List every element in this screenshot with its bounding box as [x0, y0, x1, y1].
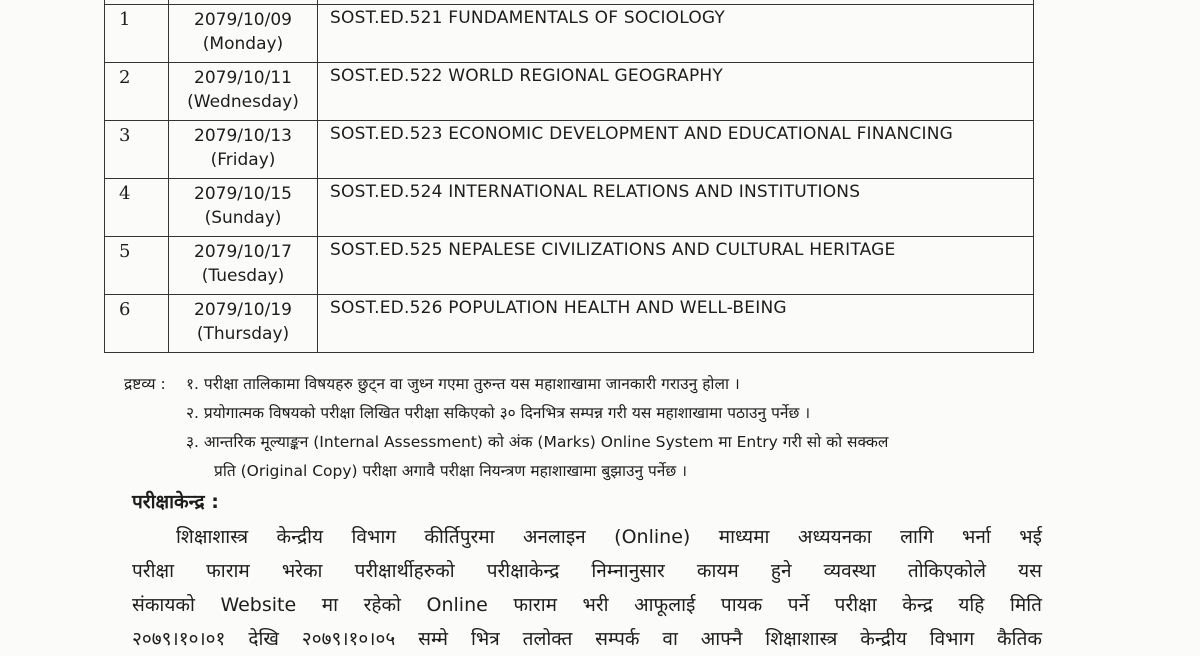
row-date	[169, 179, 318, 237]
row-subject: SOST.ED.525 NEPALESE CIVILIZATIONS AND CULTURAL HERITAGE	[318, 237, 1034, 295]
row-sn: 1	[105, 5, 169, 63]
row-date-value: 2079/10/09	[194, 10, 292, 30]
table-row	[105, 63, 1034, 121]
row-day: (Tuesday)	[201, 266, 285, 286]
note-3: ३. आन्तरिक मूल्याङ्कन (Internal Assessment) को अंक (Marks) Online System मा Entry गरी सो को सक्कल	[186, 433, 889, 451]
row-day: (Friday)	[210, 150, 276, 170]
row-sn: 6	[105, 295, 169, 353]
row-subject: SOST.ED.523 ECONOMIC DEVELOPMENT AND EDUCATIONAL FINANCING	[318, 121, 1034, 179]
row-subject: SOST.ED.526 POPULATION HEALTH AND WELL-BEING	[318, 295, 1034, 353]
row-date	[169, 121, 318, 179]
row-date	[169, 295, 318, 353]
paragraph-line: २०७९।१०।०१ देखि २०७९।१०।०५ सम्मे भित्र तलोक्त सम्पर्क वा आफ्नै शिक्षाशास्त्र केन्द्रीय विभाग कैतिक	[132, 628, 1042, 650]
row-day: (Wednesday)	[187, 92, 299, 112]
table-row	[105, 5, 1034, 63]
row-subject: SOST.ED.521 FUNDAMENTALS OF SOCIOLOGY	[318, 5, 1034, 63]
row-date-value: 2079/10/15	[194, 184, 292, 204]
note-2: २. प्रयोगात्मक विषयको परीक्षा लिखित परीक्षा सकिएको ३० दिनभित्र सम्पन्न गरी यस महाशाखामा पठाउनु पर्नेछ ।	[186, 404, 811, 422]
paragraph-line: शिक्षाशास्त्र केन्द्रीय विभाग कीर्तिपुरमा अनलाइन (Online) माध्यमा अध्ययनका लागि भर्ना भई	[176, 526, 1042, 548]
table-row	[105, 179, 1034, 237]
row-sn: 4	[105, 179, 169, 237]
table-row	[105, 295, 1034, 353]
note-1-text: १. परीक्षा तालिकामा विषयहरु छुट्न वा जुध्न गएमा तुरुन्त यस महाशाखामा जानकारी गराउनु होला ।	[186, 375, 740, 393]
row-subject: SOST.ED.522 WORLD REGIONAL GEOGRAPHY	[318, 63, 1034, 121]
row-subject: SOST.ED.524 INTERNATIONAL RELATIONS AND INSTITUTIONS	[318, 179, 1034, 237]
notes-lead: द्रष्टव्य :	[124, 375, 166, 393]
row-day: (Monday)	[202, 34, 284, 54]
row-date-value: 2079/10/11	[194, 68, 292, 88]
table-row	[105, 237, 1034, 295]
exam-centre-heading: परीक्षाकेन्द्र :	[132, 491, 219, 513]
exam-centre-paragraph	[132, 520, 1042, 656]
row-date-value: 2079/10/13	[194, 126, 292, 146]
row-sn: 3	[105, 121, 169, 179]
row-date-value: 2079/10/17	[194, 242, 292, 262]
row-date-value: 2079/10/19	[194, 300, 292, 320]
paragraph-line: परीक्षा फाराम भरेका परीक्षार्थीहरुको परीक्षाकेन्द्र निम्नानुसार कायम हुने व्यवस्था तोकिएकोले यस	[132, 560, 1042, 582]
row-date	[169, 5, 318, 63]
row-date	[169, 237, 318, 295]
row-day: (Thursday)	[196, 324, 290, 344]
row-date	[169, 63, 318, 121]
table-row	[105, 121, 1034, 179]
notes-section	[124, 370, 888, 486]
row-sn: 2	[105, 63, 169, 121]
row-sn: 5	[105, 237, 169, 295]
row-day: (Sunday)	[204, 208, 282, 228]
note-3-continued: प्रति (Original Copy) परीक्षा अगावै परीक्षा नियन्त्रण महाशाखामा बुझाउनु पर्नेछ ।	[214, 462, 688, 480]
note-1	[124, 370, 888, 399]
paragraph-line: संकायको Website मा रहेको Online फाराम भरी आफूलाई पायक पर्ने परीक्षा केन्द्र यहि मिति	[132, 594, 1042, 616]
exam-schedule-table	[104, 0, 1034, 353]
